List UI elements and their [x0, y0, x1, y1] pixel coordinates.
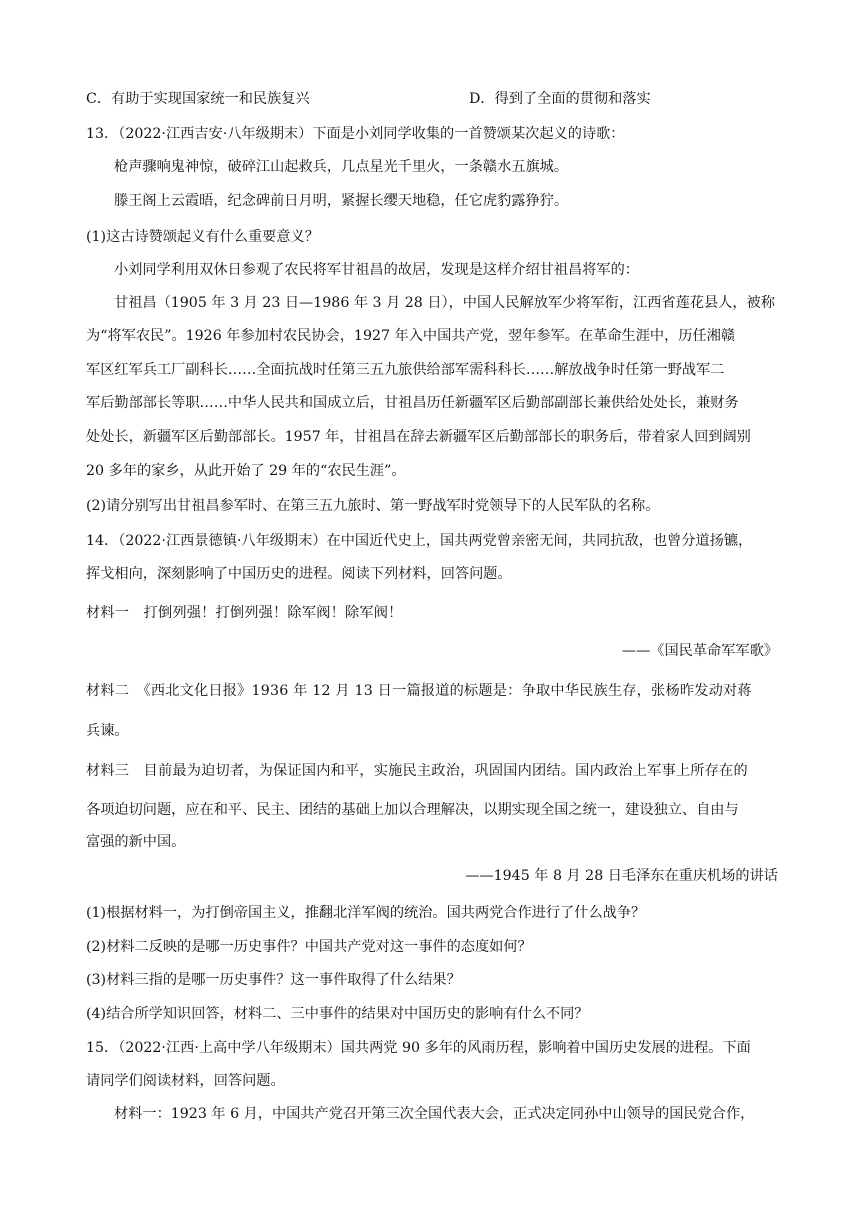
- q14-material-1-source: ——《国民革命军军歌》: [621, 643, 778, 659]
- q12-options-row: [86, 89, 778, 109]
- q13-bio-line-2: 为“将军农民”。1926 年参加村农民协会，1927 年入中国共产党，翌年参军。在革命生涯中，历任湘赣: [86, 328, 736, 344]
- q13-subquestion-1: (1)这古诗赞颂起义有什么重要意义？: [86, 229, 319, 245]
- q13-bio-line-5: 处处长，新疆军区后勤部部长。1957 年，甘祖昌在辞去新疆军区后勤部部长的职务后，带着家人回到阔别: [86, 429, 751, 445]
- q13-bio-line-6: 20 多年的家乡，从此开始了 29 年的“农民生涯”。: [86, 463, 406, 479]
- q14-material-1: 材料一 打倒列强！打倒列强！除军阀！除军阀！: [86, 605, 403, 621]
- q15-stem-line-1: 15．（2022·江西·上高中学八年级期末）国共两党 90 多年的风雨历程，影响着中国历史发展的进程。下面: [86, 1040, 751, 1056]
- q14-subquestion-1: (1)根据材料一，为打倒帝国主义，推翻北洋军阀的统治。国共两党合作进行了什么战争？: [86, 905, 646, 921]
- q14-stem-line-2: 挥戈相向，深刻影响了中国历史的进程。阅读下列材料，回答问题。: [86, 566, 512, 582]
- q14-material-3-source: ——1945 年 8 月 28 日毛泽东在重庆机场的讲话: [465, 868, 778, 884]
- q13-intro: 小刘同学利用双休日参观了农民将军甘祖昌的故居，发现是这样介绍甘祖昌将军的：: [114, 262, 639, 278]
- q14-stem-line-1: 14．（2022·江西景德镇·八年级期末）在中国近代史上，国共两党曾亲密无间，共同抗敌，也曾分道扬镳，: [86, 533, 753, 549]
- q14-material-3-line-1: 材料三 目前最为迫切者，为保证国内和平，实施民主政治，巩固国内团结。国内政治上军事上所存在的: [86, 763, 748, 779]
- q15-stem-line-2: 请同学们阅读材料，回答问题。: [86, 1073, 285, 1089]
- q14-material-2-line-2: 兵谏。: [86, 723, 129, 739]
- q14-material-2-line-1: 材料二 《西北文化日报》1936 年 12 月 13 日一篇报道的标题是：争取中华民族生存，张杨昨发动对蒋: [86, 683, 752, 699]
- q14-subquestion-3: (3)材料三指的是哪一历史事件？这一事件取得了什么结果？: [86, 972, 461, 988]
- q13-subquestion-2: (2)请分别写出甘祖昌参军时、在第三五九旅时、第一野战军时党领导下的人民军队的名称。: [86, 498, 660, 514]
- q14-material-3-line-3: 富强的新中国。: [86, 834, 186, 850]
- q12-option-d: D．得到了全面的贯彻和落实: [469, 91, 651, 107]
- q13-poem-line-2: 滕王阁上云霞晤，纪念碑前日月明，紧握长缨天地稳，任它虎豹露狰狞。: [114, 193, 569, 209]
- q13-bio-line-4: 军后勤部部长等职……中华人民共和国成立后，甘祖昌历任新疆军区后勤部副部长兼供给处处长，兼财务: [86, 395, 739, 411]
- q13-bio-line-3: 军区红军兵工厂副科长……全面抗战时任第三五九旅供给部军需科科长……解放战争时任第一野战军二: [86, 362, 725, 378]
- q14-subquestion-4: (4)结合所学知识回答，材料二、三中事件的结果对中国历史的影响有什么不同？: [86, 1006, 589, 1022]
- q14-material-3-line-2: 各项迫切问题，应在和平、民主、团结的基础上加以合理解决，以期实现全国之统一，建设独立、自由与: [86, 802, 739, 818]
- q13-bio-line-1: 甘祖昌（1905 年 3 月 23 日—1986 年 3 月 28 日），中国人民解放军少将军衔，江西省莲花县人，被称: [114, 295, 775, 311]
- q12-option-c: C．有助于实现国家统一和民族复兴: [86, 91, 310, 107]
- q13-poem-line-1: 枪声骤响鬼神惊，破碎江山起救兵，几点星光千里火，一条赣水五旗城。: [114, 159, 569, 175]
- q15-material-1: 材料一：1923 年 6 月，中国共产党召开第三次全国代表大会，正式决定同孙中山领导的国民党合作，: [114, 1106, 755, 1122]
- q13-stem: 13．（2022·江西吉安·八年级期末）下面是小刘同学收集的一首赞颂某次起义的诗歌：: [86, 126, 625, 142]
- q14-subquestion-2: (2)材料二反映的是哪一历史事件？中国共产党对这一事件的态度如何？: [86, 939, 532, 955]
